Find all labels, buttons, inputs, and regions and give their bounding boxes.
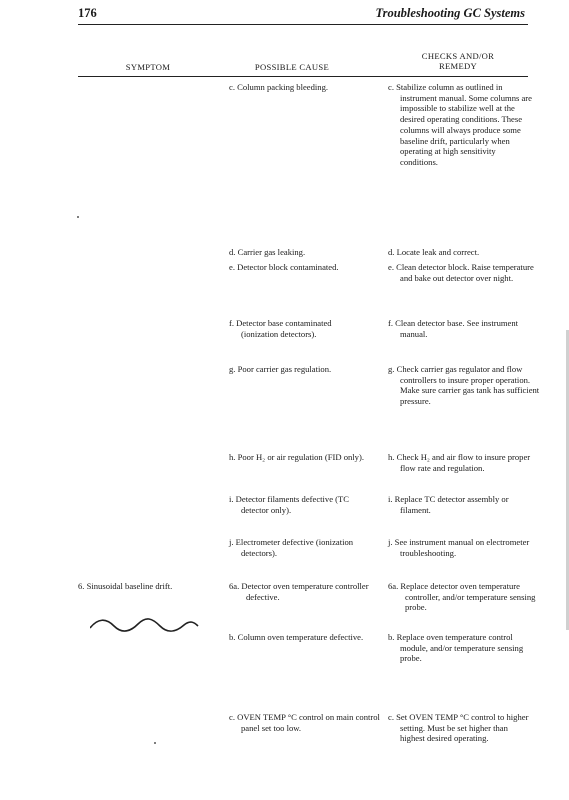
running-title: Troubleshooting GC Systems (375, 6, 525, 20)
cause-c-oven: c. OVEN TEMP °C control on main control panel set too low. (229, 712, 380, 733)
page-number: 176 (78, 6, 97, 20)
column-header-remedy-line1: CHECKS AND/OR (421, 51, 495, 61)
remedy-e: e. Clean detector block. Raise temperature and bake out detector over night. (388, 262, 534, 283)
cause-e: e. Detector block contaminated. (229, 262, 339, 272)
column-header-symptom: SYMPTOM (125, 62, 171, 72)
column-header-rule (78, 76, 528, 77)
remedy-j: j. See instrument manual on electrometer troubleshooting. (388, 537, 530, 558)
remedy-h: h. Check H₂ and air flow to insure proper flow rate and regulation. (388, 452, 531, 473)
cause-f: f. Detector base contaminated (ionization detectors). (229, 318, 332, 339)
remedy-d: d. Locate leak and correct. (388, 247, 480, 257)
remedy-c-oven: c. Set OVEN TEMP °C control to higher setting. Must be set higher than highest desired operating. (388, 712, 529, 744)
cause-g: g. Poor carrier gas regulation. (229, 364, 332, 374)
cause-j: j. Electrometer defective (ionization detectors). (229, 537, 354, 558)
remedy-b: b. Replace oven temperature control module, and/or temperature sensing probe. (388, 632, 524, 664)
column-header-remedy-line2: REMEDY (438, 61, 478, 71)
remedy-g: g. Check carrier gas regulator and flow controllers to insure proper operation. Make sure carrier gas tank has sufficient pressure. (388, 364, 540, 407)
column-header-remedy (388, 51, 528, 71)
cause-6a: 6a. Detector oven temperature controller defective. (229, 581, 369, 602)
cause-c: c. Column packing bleeding. (229, 82, 329, 92)
cause-h: h. Poor H₂ or air regulation (FID only). (229, 452, 364, 462)
remedy-6a: 6a. Replace detector oven temperature controller, and/or temperature sensing probe. (388, 581, 536, 613)
scan-speck (154, 742, 156, 744)
remedy-f: f. Clean detector base. See instrument manual. (388, 318, 519, 339)
cause-d: d. Carrier gas leaking. (229, 247, 306, 257)
cause-i: i. Detector filaments defective (TC detector only). (229, 494, 350, 515)
header-rule (78, 24, 528, 25)
column-header-cause: POSSIBLE CAUSE (254, 62, 330, 72)
sinusoidal-drift-illustration (90, 614, 200, 634)
remedy-c: c. Stabilize column as outlined in instrument manual. Some columns are impossible to stabilize well at the desired operating conditions. These columns will always produce some baseline drift, particularly when operating at high sensitivity conditions. (388, 82, 532, 167)
scan-speck (77, 216, 79, 218)
symptom-6: 6. Sinusoidal baseline drift. (78, 581, 173, 591)
cause-b: b. Column oven temperature defective. (229, 632, 364, 642)
remedy-i: i. Replace TC detector assembly or filament. (388, 494, 509, 515)
